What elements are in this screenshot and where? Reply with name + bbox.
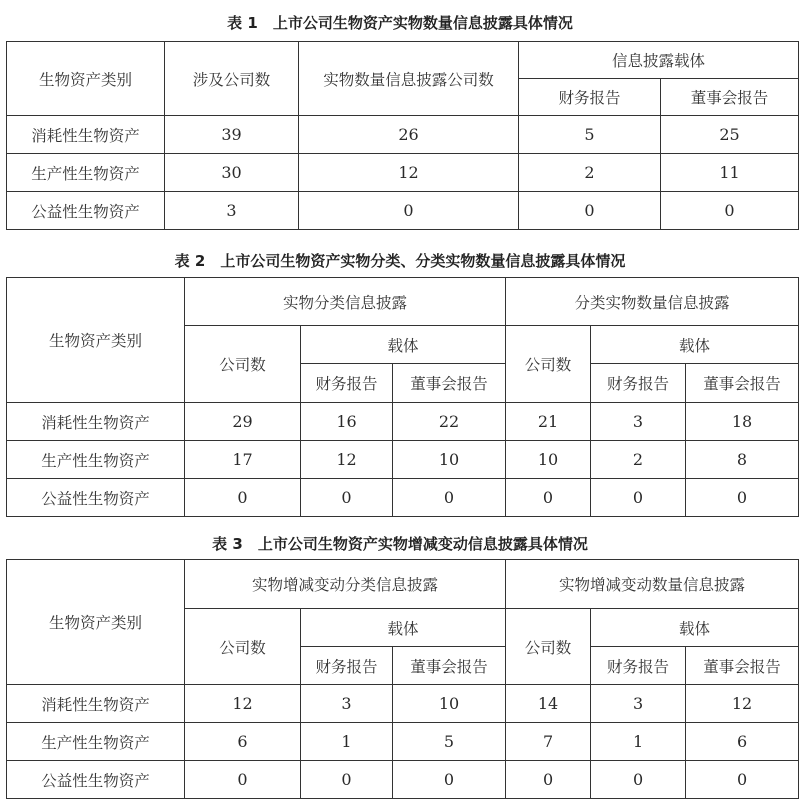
table3-title: 表 3 上市公司生物资产实物增减变动信息披露具体情况 <box>212 535 588 553</box>
header-carrier: 信息披露载体 <box>519 42 799 79</box>
row-category: 公益性生物资产 <box>7 479 185 517</box>
cell: 12 <box>185 685 301 723</box>
cell: 0 <box>591 761 686 799</box>
cell: 7 <box>506 723 591 761</box>
row-category: 公益性生物资产 <box>7 192 165 230</box>
cell: 18 <box>686 403 799 441</box>
header-companies: 公司数 <box>185 326 301 403</box>
header-disclosing: 实物数量信息披露公司数 <box>299 42 519 116</box>
header-group1: 实物分类信息披露 <box>185 278 506 326</box>
cell: 1 <box>301 723 393 761</box>
header-financial: 财务报告 <box>301 364 393 403</box>
cell: 0 <box>686 761 799 799</box>
header-carrier: 载体 <box>591 609 799 647</box>
header-board: 董事会报告 <box>661 79 799 116</box>
cell: 0 <box>393 479 506 517</box>
header-financial: 财务报告 <box>301 647 393 685</box>
header-companies: 涉及公司数 <box>165 42 299 116</box>
row-category: 生产性生物资产 <box>7 441 185 479</box>
table-row <box>7 685 799 723</box>
cell: 30 <box>165 154 299 192</box>
cell: 0 <box>506 479 591 517</box>
cell: 21 <box>506 403 591 441</box>
cell: 16 <box>301 403 393 441</box>
cell: 0 <box>185 479 301 517</box>
header-board: 董事会报告 <box>393 364 506 403</box>
cell: 11 <box>661 154 799 192</box>
table-row <box>7 403 799 441</box>
table1-title: 表 1 上市公司生物资产实物数量信息披露具体情况 <box>227 14 573 32</box>
header-group2: 分类实物数量信息披露 <box>506 278 799 326</box>
cell: 26 <box>299 116 519 154</box>
cell: 6 <box>686 723 799 761</box>
cell: 3 <box>591 403 686 441</box>
table-row <box>7 116 799 154</box>
cell: 12 <box>301 441 393 479</box>
row-category: 公益性生物资产 <box>7 761 185 799</box>
header-category: 生物资产类别 <box>7 278 185 403</box>
cell: 14 <box>506 685 591 723</box>
cell: 8 <box>686 441 799 479</box>
cell: 39 <box>165 116 299 154</box>
cell: 3 <box>591 685 686 723</box>
header-financial: 财务报告 <box>591 364 686 403</box>
header-group1: 实物增减变动分类信息披露 <box>185 560 506 609</box>
cell: 2 <box>591 441 686 479</box>
header-financial: 财务报告 <box>591 647 686 685</box>
header-companies: 公司数 <box>185 609 301 685</box>
cell: 25 <box>661 116 799 154</box>
table2 <box>6 277 799 517</box>
cell: 3 <box>165 192 299 230</box>
table-row <box>7 479 799 517</box>
header-carrier: 载体 <box>301 326 506 364</box>
row-category: 生产性生物资产 <box>7 723 185 761</box>
header-board: 董事会报告 <box>393 647 506 685</box>
row-category: 消耗性生物资产 <box>7 403 185 441</box>
table-row <box>7 192 799 230</box>
cell: 2 <box>519 154 661 192</box>
cell: 0 <box>301 479 393 517</box>
row-category: 生产性生物资产 <box>7 154 165 192</box>
cell: 10 <box>393 685 506 723</box>
cell: 0 <box>506 761 591 799</box>
table-row <box>7 441 799 479</box>
header-carrier: 载体 <box>301 609 506 647</box>
cell: 5 <box>393 723 506 761</box>
header-financial: 财务报告 <box>519 79 661 116</box>
header-category: 生物资产类别 <box>7 560 185 685</box>
table-row <box>7 154 799 192</box>
cell: 12 <box>686 685 799 723</box>
table3 <box>6 559 799 799</box>
cell: 10 <box>393 441 506 479</box>
cell: 0 <box>393 761 506 799</box>
header-board: 董事会报告 <box>686 364 799 403</box>
cell: 0 <box>591 479 686 517</box>
cell: 0 <box>519 192 661 230</box>
cell: 0 <box>301 761 393 799</box>
row-category: 消耗性生物资产 <box>7 116 165 154</box>
row-category: 消耗性生物资产 <box>7 685 185 723</box>
header-group2: 实物增减变动数量信息披露 <box>506 560 799 609</box>
cell: 0 <box>299 192 519 230</box>
header-companies: 公司数 <box>506 326 591 403</box>
cell: 12 <box>299 154 519 192</box>
table-row <box>7 723 799 761</box>
cell: 0 <box>661 192 799 230</box>
table2-title: 表 2 上市公司生物资产实物分类、分类实物数量信息披露具体情况 <box>174 252 626 270</box>
cell: 0 <box>686 479 799 517</box>
cell: 3 <box>301 685 393 723</box>
cell: 22 <box>393 403 506 441</box>
cell: 1 <box>591 723 686 761</box>
cell: 5 <box>519 116 661 154</box>
header-companies: 公司数 <box>506 609 591 685</box>
cell: 10 <box>506 441 591 479</box>
header-carrier: 载体 <box>591 326 799 364</box>
cell: 0 <box>185 761 301 799</box>
table-row <box>7 761 799 799</box>
cell: 6 <box>185 723 301 761</box>
table1 <box>6 41 799 230</box>
cell: 17 <box>185 441 301 479</box>
header-board: 董事会报告 <box>686 647 799 685</box>
header-category: 生物资产类别 <box>7 42 165 116</box>
cell: 29 <box>185 403 301 441</box>
